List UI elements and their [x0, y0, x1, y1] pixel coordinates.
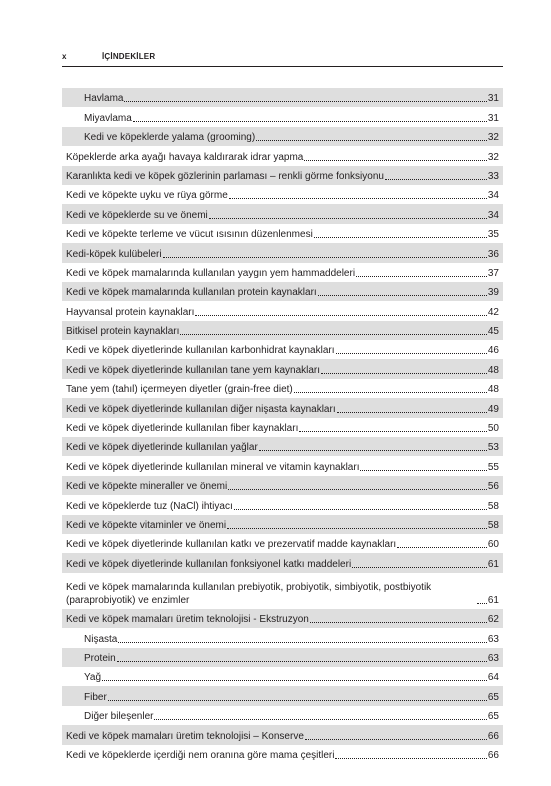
toc-entry-title: Kedi ve köpek diyetlerinde kullanılan karbonhidrat kaynakları [66, 345, 335, 357]
toc-entry [62, 476, 503, 495]
toc-entry [62, 495, 503, 514]
page-header [62, 52, 503, 67]
toc-entry [62, 398, 503, 417]
toc-leader-dots [154, 719, 486, 720]
toc-entry-title: Kedi ve köpekte uyku ve rüya görme [66, 190, 228, 202]
toc-leader-dots [299, 431, 487, 432]
toc-entry-title: Nişasta [84, 633, 118, 645]
toc-entry-page: 35 [487, 229, 499, 241]
toc-entry [62, 263, 503, 282]
toc-entry [62, 127, 503, 146]
toc-leader-dots [209, 218, 487, 219]
toc-entry-title: Kedi ve köpeklerde su ve önemi [66, 209, 208, 221]
toc-entry-title: Kedi ve köpeklerde tuz (NaCl) ihtiyacı [66, 500, 233, 512]
toc-entry [62, 88, 503, 107]
toc-entry-page: 66 [487, 749, 499, 761]
toc-entry-title: Kedi ve köpek diyetlerinde kullanılan yağlar [66, 442, 258, 454]
toc-entry-page: 34 [487, 209, 499, 221]
toc-entry [62, 437, 503, 456]
toc-leader-dots [335, 758, 486, 759]
toc-leader-dots [397, 547, 487, 548]
toc-entry [62, 282, 503, 301]
toc-entry-title: Kedi ve köpek mamalarında kullanılan yaygın yem hammaddeleri [66, 267, 356, 279]
toc-entry-title: Kedi ve köpeklerde yalama (grooming) [84, 132, 256, 144]
toc-leader-dots [118, 642, 487, 643]
toc-entry [62, 301, 503, 320]
toc-entry-title: Kedi ve köpek mamalarında kullanılan prebiyotik, probiyotik, simbiyotik, postbiyotik (paraprobiyotik) ve enzimler [66, 581, 432, 606]
toc-entry [62, 553, 503, 572]
toc-entry [62, 340, 503, 359]
toc-entry-title: Kedi ve köpek diyetlerinde kullanılan mineral ve vitamin kaynakları [66, 461, 360, 473]
toc-entry-title: Köpeklerde arka ayağı havaya kaldırarak idrar yapma [66, 151, 304, 163]
toc-leader-dots [305, 739, 487, 740]
toc-leader-dots [318, 295, 487, 296]
toc-entry [62, 534, 503, 553]
toc-entry-page: 66 [487, 730, 499, 742]
toc-entry-title: Tane yem (tahıl) içermeyen diyetler (grain-free diet) [66, 384, 293, 396]
toc-entry-title: Kedi ve köpek diyetlerinde kullanılan katkı ve prezervatif madde kaynakları [66, 539, 397, 551]
toc-leader-dots [117, 661, 487, 662]
toc-entry-page: 65 [487, 691, 499, 703]
toc-entry [62, 146, 503, 165]
toc-entry-page: 32 [487, 132, 499, 144]
toc-leader-dots [336, 353, 487, 354]
toc-entry-title: Kedi ve köpek diyetlerinde kullanılan tane yem kaynakları [66, 364, 321, 376]
toc-entry-title: Kedi ve köpekte vitaminler ve önemi [66, 519, 227, 531]
toc-leader-dots [477, 603, 487, 604]
toc-entry-title: Protein [84, 652, 116, 664]
toc-entry [62, 166, 503, 185]
toc-entry [62, 725, 503, 744]
toc-entry-page: 34 [487, 190, 499, 202]
toc-leader-dots [314, 237, 487, 238]
toc-entry-page: 63 [487, 633, 499, 645]
toc-entry-title: Havlama [84, 93, 124, 105]
toc-entry-page: 65 [487, 711, 499, 723]
toc-leader-dots [259, 450, 487, 451]
toc-entry [62, 456, 503, 475]
toc-entry [62, 745, 503, 764]
toc-entry [62, 243, 503, 262]
toc-entry-page: 55 [487, 461, 499, 473]
toc-leader-dots [163, 257, 487, 258]
toc-entry [62, 573, 503, 609]
toc-leader-dots [304, 160, 487, 161]
toc-entry-page: 33 [487, 170, 499, 182]
toc-entry-title: Kedi ve köpek diyetlerinde kullanılan diğer nişasta kaynakları [66, 403, 336, 415]
toc-entry [62, 204, 503, 223]
toc-entry-title: Kedi ve köpekte mineraller ve önemi [66, 481, 228, 493]
toc-entry-title: Fiber [84, 691, 107, 703]
toc-entry-title: Kedi ve köpek diyetlerinde kullanılan fiber kaynakları [66, 423, 299, 435]
toc-leader-dots [195, 315, 486, 316]
toc-entry [62, 667, 503, 686]
toc-leader-dots [108, 700, 487, 701]
toc-entry-page: 62 [487, 614, 499, 626]
toc-entry-title: Kedi ve köpekte terleme ve vücut ısısının düzenlenmesi [66, 229, 313, 241]
toc-entry-page: 49 [487, 403, 499, 415]
toc-entry-page: 37 [487, 267, 499, 279]
toc-entry-page: 31 [487, 93, 499, 105]
toc-entry [62, 515, 503, 534]
toc-entry-title: Kedi ve köpek mamaları üretim teknolojisi - Ekstruzyon [66, 614, 309, 626]
toc-leader-dots [356, 276, 487, 277]
toc-entry [62, 648, 503, 667]
toc-entry-page: 48 [487, 384, 499, 396]
toc-entry-page: 53 [487, 442, 499, 454]
toc-entry [62, 609, 503, 628]
toc-entry [62, 359, 503, 378]
toc-entry-page: 61 [487, 594, 499, 606]
toc-leader-dots [180, 334, 486, 335]
toc-leader-dots [229, 198, 487, 199]
toc-entry-title: Kedi-köpek kulübeleri [66, 248, 162, 260]
toc-entry-title: Kedi ve köpek mamaları üretim teknolojisi – Konserve [66, 730, 304, 742]
toc-entry-page: 63 [487, 652, 499, 664]
toc-entry-page: 61 [487, 558, 499, 570]
toc-entry-page: 31 [487, 112, 499, 124]
toc-entry [62, 185, 503, 204]
toc-entry [62, 628, 503, 647]
toc-entry [62, 706, 503, 725]
toc-entry [62, 418, 503, 437]
toc-leader-dots [256, 140, 487, 141]
toc-entry-page: 50 [487, 423, 499, 435]
toc-entry [62, 686, 503, 705]
toc-leader-dots [294, 392, 487, 393]
toc-leader-dots [310, 622, 487, 623]
toc-entry-title: Kedi ve köpek diyetlerinde kullanılan fonksiyonel katkı maddeleri [66, 558, 352, 570]
toc-entry-title: Hayvansal protein kaynakları [66, 306, 195, 318]
toc-entry-page: 36 [487, 248, 499, 260]
toc-leader-dots [228, 489, 487, 490]
toc-entry-title: Yağ [84, 672, 102, 684]
toc-entry-title: Karanlıkta kedi ve köpek gözlerinin parlaması – renkli görme fonksiyonu [66, 170, 384, 182]
toc-leader-dots [124, 101, 486, 102]
toc-leader-dots [234, 509, 487, 510]
toc-entry-page: 58 [487, 500, 499, 512]
toc-entry-page: 60 [487, 539, 499, 551]
toc-leader-dots [102, 680, 487, 681]
page-number: x [62, 52, 67, 61]
toc-leader-dots [385, 179, 487, 180]
toc-leader-dots [352, 567, 487, 568]
toc-entry [62, 321, 503, 340]
toc-entry-page: 58 [487, 519, 499, 531]
toc-entry-title: Miyavlama [84, 112, 132, 124]
toc-entry [62, 107, 503, 126]
toc-entry-title: Diğer bileşenler [84, 711, 154, 723]
toc-leader-dots [133, 121, 487, 122]
toc-entry-title: Bitkisel protein kaynakları [66, 326, 180, 338]
toc-entry-title: Kedi ve köpeklerde içerdiği nem oranına göre mama çeşitleri [66, 749, 335, 761]
toc-leader-dots [321, 373, 487, 374]
toc-entry-page: 46 [487, 345, 499, 357]
toc-entry-page: 64 [487, 672, 499, 684]
toc-entry-page: 48 [487, 364, 499, 376]
toc-entry-page: 42 [487, 306, 499, 318]
toc-entry [62, 379, 503, 398]
toc-entry-page: 45 [487, 326, 499, 338]
toc-entry-page: 56 [487, 481, 499, 493]
table-of-contents [62, 88, 503, 764]
running-header-title: İÇİNDEKİLER [102, 52, 156, 61]
toc-leader-dots [227, 528, 487, 529]
toc-entry [62, 224, 503, 243]
toc-entry-title: Kedi ve köpek mamalarında kullanılan protein kaynakları [66, 287, 317, 299]
toc-entry-page: 32 [487, 151, 499, 163]
toc-leader-dots [337, 412, 487, 413]
toc-entry-page: 39 [487, 287, 499, 299]
toc-leader-dots [360, 470, 486, 471]
